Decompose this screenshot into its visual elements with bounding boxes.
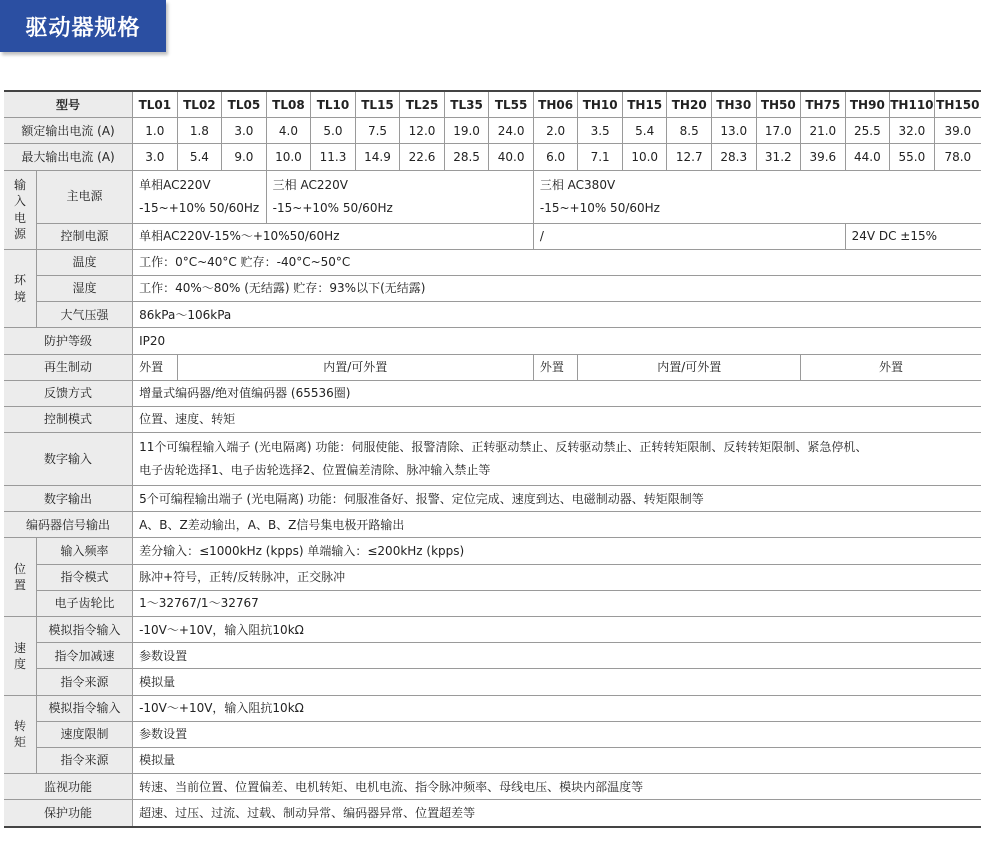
humidity-row [4,275,981,301]
main-power-row [4,170,981,223]
protection-label: 防护等级 [4,328,133,354]
protection-value: IP20 [133,328,981,354]
regen-value: 内置/可外置 [177,354,533,380]
model-cell: TH06 [533,91,578,118]
monitor-value: 转速、当前位置、位置偏差、电机转矩、电机电流、指令脉冲频率、母线电压、模块内部温度等 [133,774,981,800]
model-cell: TL08 [266,91,311,118]
temperature-label: 温度 [36,249,132,275]
max-current-cell: 55.0 [890,144,935,170]
max-current-cell: 10.0 [622,144,667,170]
speed-group-label: 速 度 [4,617,36,696]
torque-analog-label: 模拟指令输入 [36,695,132,721]
torque-speed-limit-row [4,721,981,747]
max-current-cell: 5.4 [177,144,222,170]
rated-current-cell: 5.0 [311,118,356,144]
max-current-cell: 12.7 [667,144,712,170]
encoder-output-value: A、B、Z差动输出，A、B、Z信号集电极开路输出 [133,512,981,538]
model-cell: TH10 [578,91,623,118]
speed-analog-row [4,617,981,643]
max-current-cell: 31.2 [756,144,801,170]
model-cell: TL25 [400,91,445,118]
rated-current-cell: 3.0 [222,118,267,144]
model-cell: TH75 [801,91,846,118]
feedback-row [4,380,981,406]
torque-speed-limit-value: 参数设置 [133,721,981,747]
cmd-mode-label: 指令模式 [36,564,132,590]
torque-analog-value: -10V～+10V，输入阻抗10kΩ [133,695,981,721]
model-cell: TL05 [222,91,267,118]
torque-group-label: 转 矩 [4,695,36,774]
max-current-cell: 6.0 [533,144,578,170]
model-cell: TH15 [622,91,667,118]
control-power-label: 控制电源 [36,223,132,249]
control-power-row [4,223,981,249]
model-cell: TL10 [311,91,356,118]
regen-value: 内置/可外置 [578,354,801,380]
encoder-output-row [4,512,981,538]
model-cell: TL02 [177,91,222,118]
max-current-label: 最大输出电流 (A) [4,144,133,170]
digital-output-row [4,486,981,512]
control-mode-value: 位置、速度、转矩 [133,406,981,432]
torque-speed-limit-label: 速度限制 [36,721,132,747]
feedback-value: 增量式编码器/绝对值编码器 (65536圈) [133,380,981,406]
rated-current-cell: 5.4 [622,118,667,144]
protect-function-label: 保护功能 [4,800,133,827]
main-power-single-phase-220: 单相AC220V -15~+10% 50/60Hz [133,170,267,223]
torque-source-row [4,747,981,773]
model-cell: TL35 [444,91,489,118]
torque-source-label: 指令来源 [36,747,132,773]
main-power-three-phase-220: 三相 AC220V -15~+10% 50/60Hz [266,170,533,223]
model-cell: TH90 [845,91,890,118]
model-label: 型号 [4,91,133,118]
digital-output-value: 5个可编程输出端子 (光电隔离) 功能：伺服准备好、报警、定位完成、速度到达、电磁制动器、转矩限制等 [133,486,981,512]
monitor-row [4,774,981,800]
rated-current-cell: 21.0 [801,118,846,144]
max-current-cell: 22.6 [400,144,445,170]
speed-accel-row [4,643,981,669]
position-freq-row [4,538,981,564]
gear-ratio-label: 电子齿轮比 [36,590,132,616]
model-cell: TL15 [355,91,400,118]
max-current-cell: 11.3 [311,144,356,170]
model-cell: TH50 [756,91,801,118]
humidity-label: 湿度 [36,275,132,301]
max-current-cell: 14.9 [355,144,400,170]
temperature-value: 工作：0°C~40°C 贮存：-40°C~50°C [133,249,981,275]
regen-row [4,354,981,380]
digital-input-label: 数字输入 [4,433,133,486]
rated-current-cell: 19.0 [444,118,489,144]
rated-current-cell: 25.5 [845,118,890,144]
max-current-cell: 78.0 [934,144,981,170]
control-mode-label: 控制模式 [4,406,133,432]
model-row [4,91,981,118]
pressure-row [4,302,981,328]
rated-current-cell: 24.0 [489,118,534,144]
max-current-cell: 28.3 [711,144,756,170]
rated-current-cell: 4.0 [266,118,311,144]
regen-label: 再生制动 [4,354,133,380]
speed-accel-value: 参数设置 [133,643,981,669]
rated-current-cell: 3.5 [578,118,623,144]
max-current-cell: 7.1 [578,144,623,170]
max-current-cell: 3.0 [133,144,178,170]
rated-current-row [4,118,981,144]
pressure-value: 86kPa～106kPa [133,302,981,328]
model-cell: TH110 [890,91,935,118]
environment-group-label: 环 境 [4,249,36,328]
torque-analog-row [4,695,981,721]
speed-analog-value: -10V～+10V，输入阻抗10kΩ [133,617,981,643]
humidity-value: 工作：40%～80% (无结露) 贮存：93%以下(无结露) [133,275,981,301]
speed-accel-label: 指令加减速 [36,643,132,669]
rated-current-cell: 7.5 [355,118,400,144]
model-cell: TH30 [711,91,756,118]
rated-current-cell: 13.0 [711,118,756,144]
control-power-24vdc: 24V DC ±15% [845,223,981,249]
driver-spec-table [4,90,981,828]
digital-input-row [4,433,981,486]
regen-value: 外置 [133,354,178,380]
gear-ratio-value: 1～32767/1～32767 [133,590,981,616]
feedback-label: 反馈方式 [4,380,133,406]
control-power-ac220: 单相AC220V-15%～+10%50/60Hz [133,223,534,249]
cmd-mode-value: 脉冲+符号，正转/反转脉冲，正交脉冲 [133,564,981,590]
protect-function-value: 超速、过压、过流、过载、制动异常、编码器异常、位置超差等 [133,800,981,827]
torque-source-value: 模拟量 [133,747,981,773]
input-freq-value: 差分输入：≤1000kHz (kpps) 单端输入：≤200kHz (kpps) [133,538,981,564]
speed-source-value: 模拟量 [133,669,981,695]
max-current-cell: 28.5 [444,144,489,170]
protection-row [4,328,981,354]
rated-current-cell: 8.5 [667,118,712,144]
rated-current-cell: 39.0 [934,118,981,144]
speed-source-row [4,669,981,695]
rated-current-cell: 17.0 [756,118,801,144]
digital-input-value: 11个可编程输入端子 (光电隔离) 功能：伺服使能、报警清除、正转驱动禁止、反转驱动禁止、正转转矩限制、反转转矩限制、紧急停机、 电子齿轮选择1、电子齿轮选择2、位置偏差清除、脉冲输入禁止等 [133,433,981,486]
rated-current-label: 额定输出电流 (A) [4,118,133,144]
model-cell: TL01 [133,91,178,118]
max-current-cell: 44.0 [845,144,890,170]
main-power-three-phase-380: 三相 AC380V -15~+10% 50/60Hz [533,170,981,223]
model-cell: TH150 [934,91,981,118]
protect-function-row [4,800,981,827]
model-cell: TL55 [489,91,534,118]
speed-analog-label: 模拟指令输入 [36,617,132,643]
monitor-label: 监视功能 [4,774,133,800]
regen-value: 外置 [533,354,578,380]
input-power-group-label: 输 入 电 源 [4,170,36,249]
max-current-row [4,144,981,170]
digital-output-label: 数字输出 [4,486,133,512]
max-current-cell: 9.0 [222,144,267,170]
rated-current-cell: 2.0 [533,118,578,144]
position-group-label: 位 置 [4,538,36,617]
rated-current-cell: 1.0 [133,118,178,144]
encoder-output-label: 编码器信号输出 [4,512,133,538]
pressure-label: 大气压强 [36,302,132,328]
regen-value: 外置 [801,354,981,380]
max-current-cell: 40.0 [489,144,534,170]
max-current-cell: 39.6 [801,144,846,170]
rated-current-cell: 12.0 [400,118,445,144]
rated-current-cell: 1.8 [177,118,222,144]
model-cell: TH20 [667,91,712,118]
control-power-none: / [533,223,845,249]
input-freq-label: 输入频率 [36,538,132,564]
speed-source-label: 指令来源 [36,669,132,695]
rated-current-cell: 32.0 [890,118,935,144]
main-power-label: 主电源 [36,170,132,223]
position-cmd-mode-row [4,564,981,590]
control-mode-row [4,406,981,432]
temperature-row [4,249,981,275]
section-title: 驱动器规格 [0,0,166,52]
position-gear-row [4,590,981,616]
max-current-cell: 10.0 [266,144,311,170]
